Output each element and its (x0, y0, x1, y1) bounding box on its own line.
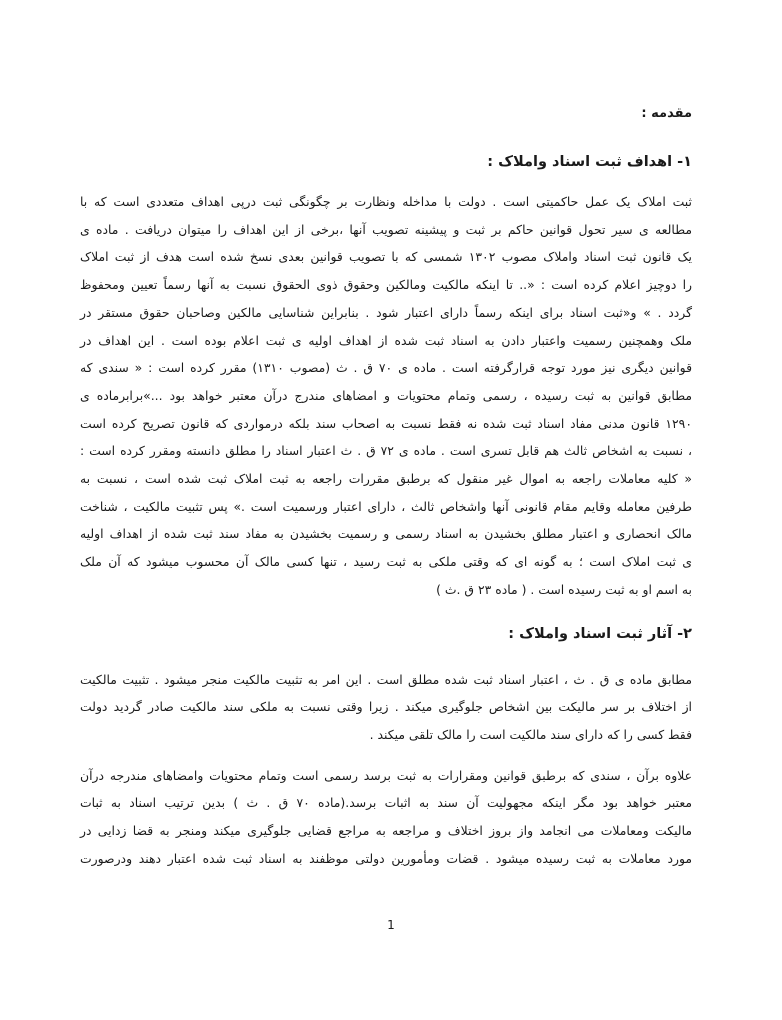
page-number: 1 (387, 918, 395, 932)
section-1-paragraph (80, 188, 692, 604)
paragraph-line: مطالعه ی سیر تحول قوانین حاکم بر ثبت و پیشینه تصویب آنها ،برخی از این اهداف را میتوان دریافت . ماده ی (80, 221, 692, 237)
paragraph-line: مطابق ماده ی ق . ث ، اعتبار اسناد ثبت شده مطلق است . این امر به تثبیت مالکیت منجر میشود . تثبیت مالکیت (80, 671, 692, 687)
paragraph-line: ثبت املاک یک عمل حاکمیتی است . دولت با مداخله ونظارت بر چگونگی ثبت درپی اهداف متعددی است که با (80, 194, 692, 209)
section-1-title: ۱- اهداف ثبت اسناد واملاک : (487, 154, 692, 170)
paragraph-line: از اختلاف بر سر مالیکت بین اشخاص جلوگیری میکند . زیرا وقتی نسبت به ملکی سند مالکیت صادر گردید دولت (80, 699, 692, 715)
paragraph-line: مورد معاملات به ثبت رسیده میشود . قضات ومأمورین دولتی موظفند به اسناد ثبت شده اعتبار دهند ودرصورت (80, 850, 692, 866)
paragraph-line: ملک وهمچنین رسمیت واعتبار دادن به اسناد ثبت شده از اهداف اولیه ی ثبت اعلام بوده است . این اهداف در (80, 332, 692, 348)
paragraph-line: مالیکت ومعاملات می انجامد واز بروز اختلاف و مراجعه به مراجع قضایی جلوگیری میکند ومنجر به قضا زدایی در (80, 823, 692, 839)
paragraph-line: ، نسبت به اشخاص ثالث هم قابل تسری است . ماده ی ۷۲ ق . ث اعتبار اسناد را مطلق دانسته ومقرر کرده است : (80, 443, 692, 459)
paragraph-line: فقط کسی را که دارای سند مالکیت است را مالک تلقی میکند . (369, 726, 692, 742)
paragraph-line: ۱۲۹۰ قانون مدنی مفاد اسناد ثبت شده نه فقط نسبت به اصحاب سند بلکه درمواردی که قانون تصریح کرده است (80, 415, 692, 431)
paragraph-line: علاوه برآن ، سندی که برطبق قوانین ومقرارات به ثبت برسد رسمی است وتمام محتویات وامضاهای مندرجه درآن (80, 767, 692, 783)
paragraph-line: معتبر خواهد بود مگر اینکه مجهولیت آن سند به اثبات برسد.(ماده ۷۰ ق . ث ) بدین ترتیب اسناد به ثبات (80, 795, 692, 811)
paragraph-line: مالک انحصاری و اعتبار مطلق بخشیدن به اسناد رسمی و رسمیت بخشیدن به مفاد سند ثبت شده از اهداف اولیه (80, 526, 692, 542)
paragraph-line: ی ثبت املاک است ؛ به گونه ای که وقتی ملکی به ثبت رسید ، تنها کسی مالک آن محسوب میشود که آن ملک (80, 554, 692, 570)
paragraph-line: به اسم او به ثبت رسیده است . ( ماده ۲۳ ق .ث ) (436, 581, 692, 597)
paragraph-line: یک قانون ثبت اسناد واملاک مصوب ۱۳۰۲ شمسی که با تصویب قوانین بعدی نسخ شده است هدف از ثبت املاک (80, 249, 692, 265)
paragraph-line: « کلیه معاملات راجعه به اموال غیر منقول که برطبق مقررات راجعه به ثبت املاک ثبت شده است ، نسبت به (80, 471, 692, 487)
section-2-paragraph-1 (80, 666, 692, 749)
paragraph-line: طرفین معامله وقایم مقام قانونی آنها واشخاص ثالث ، دارای اعتبار ورسمیت است .» پس تثبیت مالکیت ، شناخت (80, 498, 692, 514)
page-content (80, 104, 692, 872)
section-2-title: ۲- آثار ثبت اسناد واملاک : (508, 625, 692, 642)
section-2-paragraph-2 (80, 762, 692, 873)
paragraph-line: گردد . » و«ثبت اسناد برای اینکه رسماً دارای اعتبار شود . بنابراین شناسایی مالکین وصاحبان حقوق مستقر در (80, 304, 692, 320)
paragraph-line: مطابق قوانین به ثبت رسیده ، رسمی وتمام محتویات و امضاهای مندرج درآن معتبر خواهد بود ...»برابرماده ی (80, 387, 692, 403)
paragraph-line: قوانین دیگری نیز مورد توجه قرارگرفته است . ماده ی ۷۰ ق . ث (مصوب ۱۳۱۰) مقرر کرده است : « سندی که (80, 360, 692, 376)
paragraph-line: را دوچیز اعلام کرده است : «.. تا اینکه مالکیت ومالکین وحقوق ذوی الحقوق نسبت به آنها رسماً تعیین ومحفوظ (80, 277, 692, 293)
intro-label: مقدمه : (641, 106, 692, 121)
